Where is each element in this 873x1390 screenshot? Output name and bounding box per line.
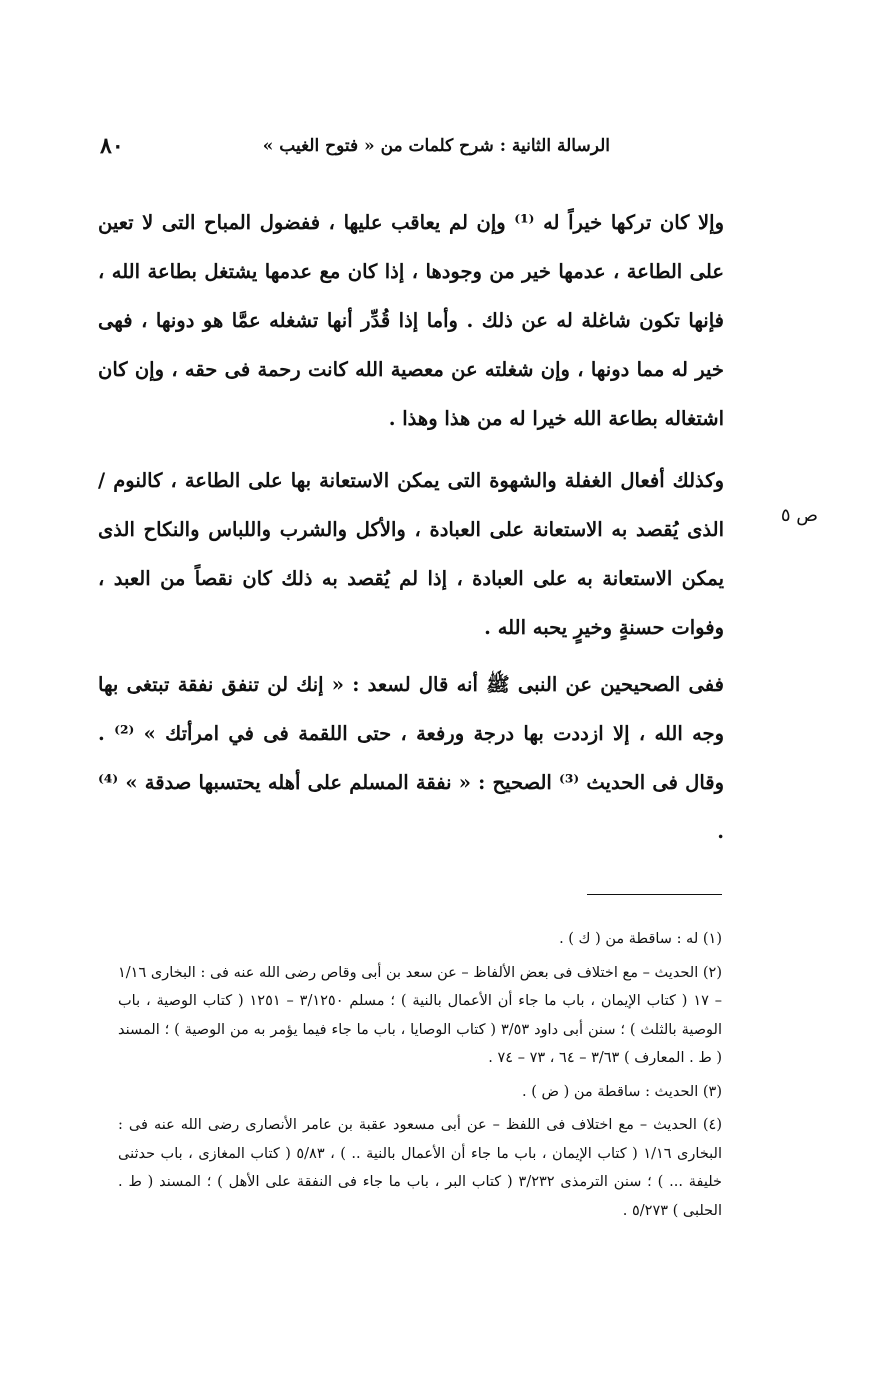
margin-page-reference: ص ٥ bbox=[780, 505, 818, 526]
paragraph-3: ففى الصحيحين عن النبى ﷺ أنه قال لسعد : « إنك لن تنفق نفقة تبتغى بها وجه الله ، إلا ازددت بها درجة ورفعة ، حتى اللقمة فى في امرأتك » ⁽²⁾ . وقال فى الحديث ⁽³⁾ الصحيح : « نفقة المسلم على أهله يحتسبها صدقة » ⁽⁴⁾ . bbox=[98, 673, 724, 843]
page-number: ٨٠ bbox=[100, 133, 124, 159]
footnote-2: (٢) الحديث – مع اختلاف فى بعض الألفاظ – عن سعد بن أبى وقاص رضى الله عنه فى : البخارى ١/١٦ – ١٧ ( كتاب الإيمان ، باب ما جاء أن الأعمال بالنية ) ؛ مسلم ٣/١٢٥٠ – ١٢٥١ ( كتاب الوصية ، باب الوصية بالثلث ) ؛ سنن أبى داود ٣/٥٣ ( كتاب الوصايا ، باب ما جاء فيما يؤمر به من الوصية ) ؛ المسند ( ط . المعارف ) ٣/٦٣ – ٦٤ ، ٧٣ – ٧٤ . bbox=[118, 964, 723, 1066]
paragraph-2: وكذلك أفعال الغفلة والشهوة التى يمكن الاستعانة بها على الطاعة ، كالنوم / الذى يُقصد به الاستعانة على العبادة ، والأكل والشرب واللباس والنكاح الذى يمكن الاستعانة به على العبادة ، إذا لم يُقصد به ذلك كان نقصاً من العبد ، وفوات حسنةٍ وخيرٍ يحبه الله . bbox=[98, 469, 724, 639]
paragraph-1: وإلا كان تركها خيراً له ⁽¹⁾ وإن لم يعاقب عليها ، ففضول المباح التى لا تعين على الطاعة ، عدمها خير من وجودها ، إذا كان مع عدمها يشتغل بطاعة الله ، فإنها تكون شاغلة له عن ذلك . وأما إذا قُدِّر أنها تشغله عمَّا هو دونها ، فهى خير له مما دونها ، وإن شغلته عن معصية الله كانت رحمة فى حقه ، وإن كان اشتغاله بطاعة الله خيرا له من هذا وهذا . bbox=[98, 211, 725, 430]
footnote-divider bbox=[587, 894, 722, 895]
footnote-4: (٤) الحديث – مع اختلاف فى اللفظ – عن أبى مسعود عقبة بن عامر الأنصارى رضى الله عنه فى : البخارى ١/١٦ ( كتاب الإيمان ، باب ما جاء أن الأعمال بالنية .. ) ، ٥/٨٣ ( كتاب المغازى ، باب حدثنى خليفة ... ) ؛ سنن الترمذى ٣/٢٣٢ ( كتاب البر ، باب ما جاء فى النفقة على الأهل ) ؛ المسند ( ط . الحلبى ) ٥/٢٧٣ . bbox=[118, 1117, 723, 1219]
footnote-1: (١) له : ساقطة من ( ك ) . bbox=[559, 931, 722, 947]
running-header bbox=[100, 128, 720, 164]
footnote-3: (٣) الحديث : ساقطة من ( ض ) . bbox=[521, 1083, 722, 1100]
header-title: الرسالة الثانية : شرح كلمات من « فتوح الغيب » bbox=[262, 136, 610, 156]
footnotes bbox=[118, 925, 722, 1230]
